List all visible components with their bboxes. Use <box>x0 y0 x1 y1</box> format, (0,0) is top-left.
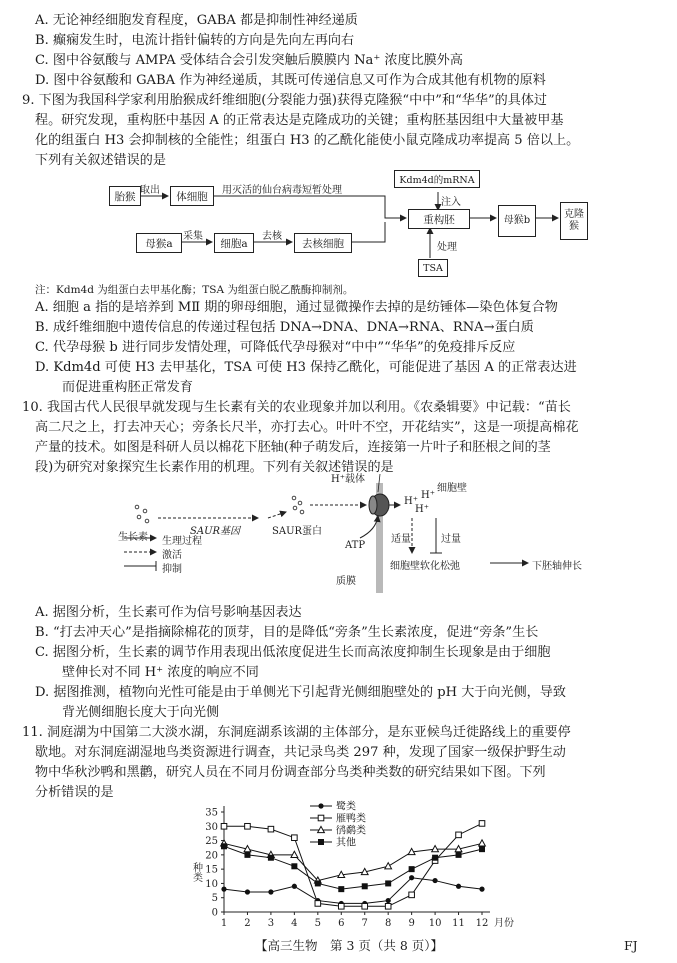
data-point <box>221 887 226 892</box>
legend-entry: 雁鸭类 <box>336 813 366 825</box>
data-point <box>479 821 485 827</box>
label-saur-gene: SAUR基因 <box>190 526 241 537</box>
data-point <box>245 823 251 829</box>
q8-option-a: A. 无论神经细胞发育程度，GABA 都是抑制性神经递质 <box>35 13 358 28</box>
x-tick-label: 5 <box>314 918 322 929</box>
label-excess: 过量 <box>441 534 461 545</box>
data-point <box>315 880 321 886</box>
q8-option-b: B. 癫痫发生时，电流计指针偏转的方向是先向左再向右 <box>35 33 355 48</box>
x-tick-label: 12 <box>475 918 489 929</box>
y-tick-label: 5 <box>211 893 218 905</box>
data-point <box>291 863 297 869</box>
q10-option-c: C. 据图分析，生长素的调节作用表现出低浓度促进生长而高浓度抑制生长现象是由于细胞 <box>35 645 551 660</box>
data-point <box>362 903 368 909</box>
label-remove-nucleus: 去核 <box>262 231 282 242</box>
q9-option-c: C. 代孕母猴 b 进行同步发情处理，可降低代孕母猴对“中中”“华华”的免疫排斥反应 <box>35 340 516 355</box>
label-collect: 采集 <box>183 231 203 242</box>
data-point <box>221 823 227 829</box>
y-tick-label: 35 <box>205 807 218 819</box>
data-point <box>244 852 250 858</box>
data-point <box>338 886 344 892</box>
label-saur-protein: SAUR蛋白 <box>272 526 323 537</box>
q11-stem-line-3: 物中华秋沙鸭和黑鹳，研究人员在不同月份调查部分鸟类种类数的研究结果如下图。下列 <box>35 765 546 780</box>
auxin-molecules <box>135 505 149 523</box>
data-point <box>292 835 298 841</box>
q8-option-d: D. 图中谷氨酸和 GABA 作为神经递质，其既可传递信息又可作为合成其他有机物的原料 <box>35 73 546 88</box>
box-reconstructed-embryo: 重构胚 <box>408 209 470 229</box>
box-mother-a: 母猴a <box>136 233 182 253</box>
h-carrier-face <box>369 496 377 514</box>
surrogate-label: 母猴b <box>503 215 531 226</box>
y-axis-label: 种类 <box>190 862 202 882</box>
y-tick-label: 25 <box>205 836 218 848</box>
label-elongation: 下胚轴伸长 <box>532 561 582 572</box>
box-fetal-monkey: 胎猴 <box>109 186 141 206</box>
y-tick-label: 30 <box>205 821 218 833</box>
series-1 <box>221 875 484 906</box>
box-cell-a: 细胞a <box>214 233 254 253</box>
q11-stem-line-4: 分析错误的是 <box>35 785 114 800</box>
data-point <box>456 852 462 858</box>
data-point <box>409 892 415 898</box>
arrow-gene-protein <box>268 512 286 518</box>
data-point <box>268 855 274 861</box>
footer-code: FJ <box>624 938 638 953</box>
data-point <box>479 846 485 852</box>
label-h-plus-1: H⁺ <box>404 496 418 507</box>
q10-option-b: B. “打去冲天心”是指摘除棉花的顶芽，目的是降低“旁条”生长素浓度，促进“旁条”生长 <box>35 625 539 640</box>
q10-stem-line-1: 10. 我国古代人民很早就发现与生长素有关的农业现象并加以利用。《农桑辑要》中记载：“苗长 <box>22 400 571 415</box>
x-tick-label: 4 <box>291 918 298 929</box>
bird-species-chart <box>180 800 514 932</box>
chart-legend <box>310 800 366 849</box>
legend-entry: 鸻鹬类 <box>336 825 366 837</box>
x-tick-label: 2 <box>244 918 251 929</box>
q9-option-b: B. 成纤维细胞中遗传信息的传递过程包括 DNA→DNA、DNA→RNA、RNA→蛋白质 <box>35 320 534 335</box>
q9-stem-line-1: 9. 下图为我国科学家利用胎猴成纤维细胞(分裂能力强)获得克隆猴“中中”和“华华”的具体过 <box>22 93 548 108</box>
q11-stem-line-1: 11. 洞庭湖为中国第二大淡水湖，东洞庭湖系该湖的主体部分，是东亚候鸟迁徙路线上的重要停 <box>22 725 571 740</box>
q10-option-d-cont: 背光侧细胞长度大于向光侧 <box>62 705 220 720</box>
q10-option-d: D. 据图推测，植物向光性可能是由于单侧光下引起背光侧细胞壁处的 pH 大于向光侧，导致 <box>35 685 566 700</box>
x-tick-label: 8 <box>384 918 392 929</box>
q10-option-c-cont: 壁伸长对不同 H⁺ 浓度的响应不同 <box>62 665 259 680</box>
data-point <box>432 855 438 861</box>
q9-option-a: A. 细胞 a 指的是培养到 MⅡ 期的卵母细胞，通过显微操作去掉的是纺锤体—染色体复合物 <box>35 300 558 315</box>
data-point <box>315 901 321 907</box>
label-atp: ATP <box>345 540 366 551</box>
data-point <box>292 884 297 889</box>
label-treat: 处理 <box>437 242 457 253</box>
arrow-atp <box>360 516 378 538</box>
q9-option-d: D. Kdm4d 可使 H3 去甲基化，TSA 可使 H3 保持乙酰化，可能促进了基因 A 的正常表达进 <box>35 360 577 375</box>
box-cloned-monkey: 克隆猴 <box>560 202 588 240</box>
data-point <box>385 863 392 869</box>
legend-process-label: 生理过程 <box>162 536 202 547</box>
q9-stem-line-3: 化的组蛋白 H3 会抑制核的全能性；组蛋白 H3 的乙酰化能使小鼠克隆成功率提高 5 倍以上。 <box>35 133 580 148</box>
box-tsa: TSA <box>418 259 448 277</box>
q10-stem-line-4: 段)为研究对象探究生长素作用的机理。下列有关叙述错误的是 <box>35 460 394 475</box>
series-4 <box>221 843 485 892</box>
data-point <box>268 826 274 832</box>
q10-option-a: A. 据图分析，生长素可作为信号影响基因表达 <box>35 605 302 620</box>
q10-stem-line-3: 产量的技术。如图是科研人员以棉花下胚轴(种子萌发后，连接第一片叶子和胚根之间的茎 <box>35 440 551 455</box>
label-take: 取出 <box>140 185 160 196</box>
q8-option-c: C. 图中谷氨酸与 AMPA 受体结合会引发突触后膜膜内 Na⁺ 浓度比膜外高 <box>35 53 463 68</box>
auxin-text: 生长素 <box>118 532 148 543</box>
legend-entry: 鹭类 <box>336 801 356 813</box>
label-inject: 注入 <box>441 197 461 208</box>
label-cell-wall: 细胞壁 <box>437 483 467 494</box>
q9-note: 注：Kdm4d 为组蛋白去甲基化酶；TSA 为组蛋白脱乙酰酶抑制剂。 <box>35 284 354 296</box>
box-kdm4d-mrna: Kdm4d的mRNA <box>394 170 480 188</box>
data-point <box>245 889 250 894</box>
data-point <box>385 880 391 886</box>
label-inactivated-virus: 用灭活的仙台病毒短暂处理 <box>222 185 342 196</box>
q10-stem-line-2: 高二尺之上，打去冲天心；旁条长尺半，亦打去心。叶叶不空，开花结实”，这是一项提高棉花 <box>35 420 579 435</box>
data-point <box>432 846 439 852</box>
data-point <box>409 866 415 872</box>
y-tick-label: 20 <box>205 850 218 862</box>
label-auxin <box>118 528 148 543</box>
x-tick-label: 11 <box>452 918 465 929</box>
data-point <box>479 840 486 846</box>
x-tick-label: 1 <box>220 918 228 929</box>
q11-stem-line-2: 歇地。对东洞庭湖湿地鸟类资源进行调查，共记录鸟类 297 种，发现了国家一级保护野生动 <box>35 745 566 760</box>
legend-inhibit-line <box>124 561 156 571</box>
x-tick-label: 6 <box>338 918 345 929</box>
label-h-plus-2: H⁺ <box>421 490 435 501</box>
q9-stem-line-4: 下列有关叙述错误的是 <box>35 153 166 168</box>
data-point <box>432 878 437 883</box>
label-moderate: 适量 <box>391 534 411 545</box>
legend-marker <box>318 815 324 821</box>
label-h-plus-3: H⁺ <box>415 504 429 515</box>
q9-stem-line-2: 程。研究发现，重构胚中基因 A 的正常表达是克隆成功的关键；重构胚基因组中大量被甲基 <box>35 113 564 128</box>
x-tick-label: 7 <box>361 918 368 929</box>
legend-marker <box>318 803 323 808</box>
data-point <box>409 875 414 880</box>
data-point <box>221 843 227 849</box>
legend-marker <box>318 839 324 845</box>
box-somatic-cell: 体细胞 <box>170 186 214 206</box>
label-plasma-membrane: 质膜 <box>336 576 356 587</box>
y-tick-label: 15 <box>205 864 218 876</box>
data-point <box>362 883 368 889</box>
y-tick-label: 0 <box>211 907 218 919</box>
series-line <box>224 878 482 904</box>
data-point <box>338 903 344 909</box>
data-point <box>268 889 273 894</box>
x-tick-label: 10 <box>428 918 442 929</box>
data-point <box>456 832 462 838</box>
legend-inhibit-label: 抑制 <box>162 564 182 575</box>
label-h-carrier: H⁺载体 <box>331 474 365 485</box>
legend-entry: 其他 <box>336 837 356 849</box>
box-enucleated-cell: 去核细胞 <box>294 233 352 253</box>
series-line <box>224 843 482 880</box>
q9-option-d-cont: 而促进重构胚正常发育 <box>62 380 193 395</box>
x-axis-label: 月份 <box>494 918 514 929</box>
data-point <box>385 903 391 909</box>
x-tick-label: 9 <box>408 918 415 929</box>
data-point <box>386 898 391 903</box>
saur-protein-molecules <box>292 496 304 514</box>
x-tick-label: 3 <box>267 918 275 929</box>
y-tick-label: 10 <box>205 878 218 890</box>
data-point <box>456 884 461 889</box>
label-wall-loosening: 细胞壁软化松弛 <box>390 561 460 572</box>
footer-page-info: 【高三生物 第 3 页（共 8 页）】 <box>255 938 444 953</box>
legend-activate-label: 激活 <box>162 550 182 561</box>
data-point <box>479 887 484 892</box>
